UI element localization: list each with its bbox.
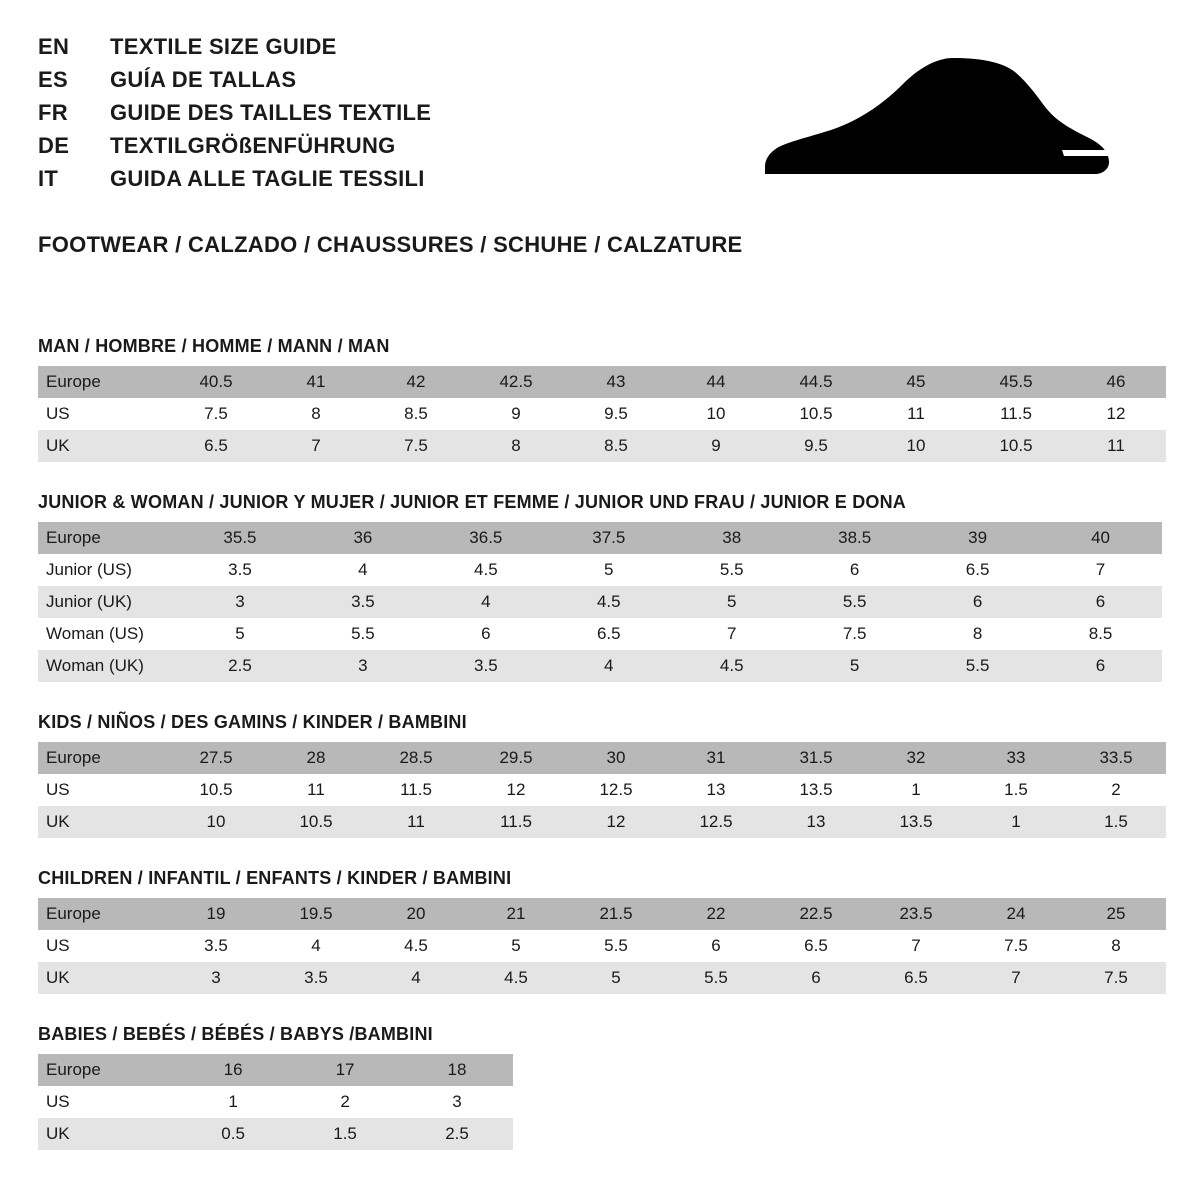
cell: 6 — [1039, 650, 1162, 682]
section-title: JUNIOR & WOMAN / JUNIOR Y MUJER / JUNIOR ET FEMME / JUNIOR UND FRAU / JUNIOR E DONA — [38, 492, 907, 512]
cell: 6 — [666, 930, 766, 962]
cell: 22.5 — [766, 898, 866, 930]
cell: 17 — [289, 1054, 401, 1086]
row-label: UK — [38, 430, 166, 462]
cell: 7.5 — [1066, 962, 1166, 994]
cell: 2 — [1066, 774, 1166, 806]
cell: 11.5 — [466, 806, 566, 838]
row-label: US — [38, 774, 166, 806]
section-kids — [38, 712, 1162, 838]
cell: 5.5 — [670, 554, 793, 586]
table-row — [38, 366, 1166, 398]
cell: 31.5 — [766, 742, 866, 774]
cell: 12 — [566, 806, 666, 838]
cell: 33 — [966, 742, 1066, 774]
cell: 6.5 — [166, 430, 266, 462]
table-row — [38, 1086, 513, 1118]
cell: 7 — [966, 962, 1066, 994]
cell: 29.5 — [466, 742, 566, 774]
language-title: GUÍA DE TALLAS — [110, 67, 297, 92]
cell: 13.5 — [866, 806, 966, 838]
table-row — [38, 522, 1162, 554]
row-label: Junior (UK) — [38, 586, 179, 618]
cell: 21 — [466, 898, 566, 930]
cell: 5 — [547, 554, 670, 586]
section-junior-woman — [38, 492, 1162, 682]
cell: 12 — [466, 774, 566, 806]
cell: 3.5 — [166, 930, 266, 962]
language-title: TEXTILE SIZE GUIDE — [110, 34, 337, 59]
cell: 8 — [1066, 930, 1166, 962]
language-row — [38, 100, 431, 133]
table-row — [38, 742, 1166, 774]
cell: 3 — [301, 650, 424, 682]
cell: 8 — [466, 430, 566, 462]
cell: 4 — [547, 650, 670, 682]
cell: 40.5 — [166, 366, 266, 398]
cell: 8.5 — [566, 430, 666, 462]
row-label: Junior (US) — [38, 554, 179, 586]
cell: 4.5 — [424, 554, 547, 586]
cell: 7.5 — [366, 430, 466, 462]
page-header — [38, 34, 1162, 206]
cell: 4.5 — [547, 586, 670, 618]
cell: 5 — [466, 930, 566, 962]
cell: 9.5 — [566, 398, 666, 430]
cell: 6.5 — [916, 554, 1039, 586]
cell: 9 — [666, 430, 766, 462]
cell: 5.5 — [666, 962, 766, 994]
cell: 0.5 — [177, 1118, 289, 1150]
row-label: US — [38, 398, 166, 430]
size-table — [38, 366, 1166, 462]
cell: 10 — [666, 398, 766, 430]
size-table — [38, 742, 1166, 838]
cell: 46 — [1066, 366, 1166, 398]
cell: 12.5 — [566, 774, 666, 806]
cell: 1.5 — [289, 1118, 401, 1150]
row-label: Woman (UK) — [38, 650, 179, 682]
row-label: Europe — [38, 898, 166, 930]
cell: 16 — [177, 1054, 289, 1086]
size-table — [38, 522, 1162, 682]
cell: 21.5 — [566, 898, 666, 930]
language-title-list — [38, 34, 431, 199]
cell: 3.5 — [424, 650, 547, 682]
cell: 42 — [366, 366, 466, 398]
cell: 3 — [166, 962, 266, 994]
table-row — [38, 398, 1166, 430]
cell: 18 — [401, 1054, 513, 1086]
row-label: US — [38, 1086, 177, 1118]
section-title: MAN / HOMBRE / HOMME / MANN / MAN — [38, 336, 390, 356]
row-label: Woman (US) — [38, 618, 179, 650]
language-title: GUIDA ALLE TAGLIE TESSILI — [110, 166, 425, 191]
cell: 7.5 — [166, 398, 266, 430]
cell: 41 — [266, 366, 366, 398]
section-title: KIDS / NIÑOS / DES GAMINS / KINDER / BAMBINI — [38, 712, 467, 732]
cell: 44 — [666, 366, 766, 398]
cell: 5 — [670, 586, 793, 618]
cell: 8.5 — [1039, 618, 1162, 650]
cell: 11.5 — [966, 398, 1066, 430]
cell: 24 — [966, 898, 1066, 930]
language-code: ES — [38, 67, 68, 92]
cell: 10.5 — [966, 430, 1066, 462]
language-code: DE — [38, 133, 70, 158]
cell: 7.5 — [966, 930, 1066, 962]
table-row — [38, 1118, 513, 1150]
cell: 10 — [866, 430, 966, 462]
section-title: BABIES / BEBÉS / BÉBÉS / BABYS /BAMBINI — [38, 1024, 433, 1044]
cell: 9.5 — [766, 430, 866, 462]
section-babies — [38, 1024, 1162, 1150]
cell: 6 — [793, 554, 916, 586]
row-label: US — [38, 930, 166, 962]
cell: 44.5 — [766, 366, 866, 398]
cell: 23.5 — [866, 898, 966, 930]
cell: 4 — [366, 962, 466, 994]
cell: 10.5 — [166, 774, 266, 806]
row-label: UK — [38, 806, 166, 838]
table-row — [38, 962, 1166, 994]
language-row — [38, 133, 431, 166]
cell: 1.5 — [966, 774, 1066, 806]
cell: 25 — [1066, 898, 1166, 930]
cell: 3 — [179, 586, 302, 618]
cell: 2.5 — [179, 650, 302, 682]
cell: 5 — [566, 962, 666, 994]
cell: 2.5 — [401, 1118, 513, 1150]
cell: 28 — [266, 742, 366, 774]
cell: 7 — [1039, 554, 1162, 586]
cell: 5.5 — [566, 930, 666, 962]
cell: 5.5 — [916, 650, 1039, 682]
cell: 31 — [666, 742, 766, 774]
row-label: Europe — [38, 522, 179, 554]
cell: 5 — [179, 618, 302, 650]
size-table — [38, 1054, 513, 1150]
cell: 42.5 — [466, 366, 566, 398]
cell: 6.5 — [547, 618, 670, 650]
size-sections — [38, 336, 1162, 1150]
cell: 1 — [177, 1086, 289, 1118]
section-man — [38, 336, 1162, 462]
cell: 33.5 — [1066, 742, 1166, 774]
cell: 4.5 — [366, 930, 466, 962]
table-row — [38, 554, 1162, 586]
cell: 1 — [866, 774, 966, 806]
cell: 30 — [566, 742, 666, 774]
language-code: EN — [38, 34, 70, 59]
table-row — [38, 898, 1166, 930]
language-code: FR — [38, 100, 68, 125]
size-table — [38, 898, 1166, 994]
language-row — [38, 166, 431, 199]
cell: 37.5 — [547, 522, 670, 554]
cell: 19.5 — [266, 898, 366, 930]
cell: 11 — [866, 398, 966, 430]
cell: 6.5 — [766, 930, 866, 962]
cell: 39 — [916, 522, 1039, 554]
cell: 6 — [1039, 586, 1162, 618]
language-row — [38, 34, 431, 67]
table-row — [38, 774, 1166, 806]
cell: 1 — [966, 806, 1066, 838]
cell: 11.5 — [366, 774, 466, 806]
cell: 7 — [670, 618, 793, 650]
cell: 8.5 — [366, 398, 466, 430]
table-row — [38, 806, 1166, 838]
cell: 22 — [666, 898, 766, 930]
table-row — [38, 650, 1162, 682]
cell: 8 — [916, 618, 1039, 650]
row-label: UK — [38, 962, 166, 994]
cell: 4.5 — [466, 962, 566, 994]
cell: 6 — [916, 586, 1039, 618]
table-row — [38, 586, 1162, 618]
cell: 3.5 — [301, 586, 424, 618]
footwear-category-line: FOOTWEAR / CALZADO / CHAUSSURES / SCHUHE / CALZATURE — [38, 232, 743, 257]
row-label: Europe — [38, 366, 166, 398]
cell: 10.5 — [766, 398, 866, 430]
cell: 11 — [366, 806, 466, 838]
cell: 11 — [1066, 430, 1166, 462]
cell: 5.5 — [301, 618, 424, 650]
cell: 32 — [866, 742, 966, 774]
cell: 7 — [266, 430, 366, 462]
cell: 4 — [424, 586, 547, 618]
cell: 4.5 — [670, 650, 793, 682]
section-title: CHILDREN / INFANTIL / ENFANTS / KINDER / BAMBINI — [38, 868, 512, 888]
cell: 28.5 — [366, 742, 466, 774]
cell: 1.5 — [1066, 806, 1166, 838]
table-row — [38, 930, 1166, 962]
cell: 36.5 — [424, 522, 547, 554]
dress-shoe-icon — [752, 56, 1122, 206]
cell: 35.5 — [179, 522, 302, 554]
cell: 45.5 — [966, 366, 1066, 398]
cell: 20 — [366, 898, 466, 930]
cell: 6 — [424, 618, 547, 650]
cell: 3.5 — [266, 962, 366, 994]
cell: 4 — [301, 554, 424, 586]
cell: 9 — [466, 398, 566, 430]
cell: 8 — [266, 398, 366, 430]
language-title: TEXTILGRÖßENFÜHRUNG — [110, 133, 396, 158]
section-children — [38, 868, 1162, 994]
cell: 12.5 — [666, 806, 766, 838]
cell: 36 — [301, 522, 424, 554]
cell: 11 — [266, 774, 366, 806]
table-row — [38, 1054, 513, 1086]
cell: 6.5 — [866, 962, 966, 994]
cell: 13.5 — [766, 774, 866, 806]
cell: 38 — [670, 522, 793, 554]
language-code: IT — [38, 166, 59, 191]
cell: 38.5 — [793, 522, 916, 554]
cell: 19 — [166, 898, 266, 930]
language-row — [38, 67, 431, 100]
cell: 3 — [401, 1086, 513, 1118]
cell: 45 — [866, 366, 966, 398]
row-label: Europe — [38, 742, 166, 774]
cell: 13 — [666, 774, 766, 806]
cell: 7 — [866, 930, 966, 962]
cell: 5.5 — [793, 586, 916, 618]
table-row — [38, 618, 1162, 650]
cell: 4 — [266, 930, 366, 962]
cell: 6 — [766, 962, 866, 994]
cell: 40 — [1039, 522, 1162, 554]
row-label: UK — [38, 1118, 177, 1150]
table-row — [38, 430, 1166, 462]
cell: 10 — [166, 806, 266, 838]
cell: 2 — [289, 1086, 401, 1118]
cell: 7.5 — [793, 618, 916, 650]
cell: 3.5 — [179, 554, 302, 586]
cell: 13 — [766, 806, 866, 838]
language-title: GUIDE DES TAILLES TEXTILE — [110, 100, 432, 125]
cell: 5 — [793, 650, 916, 682]
cell: 10.5 — [266, 806, 366, 838]
row-label: Europe — [38, 1054, 177, 1086]
cell: 12 — [1066, 398, 1166, 430]
cell: 43 — [566, 366, 666, 398]
cell: 27.5 — [166, 742, 266, 774]
